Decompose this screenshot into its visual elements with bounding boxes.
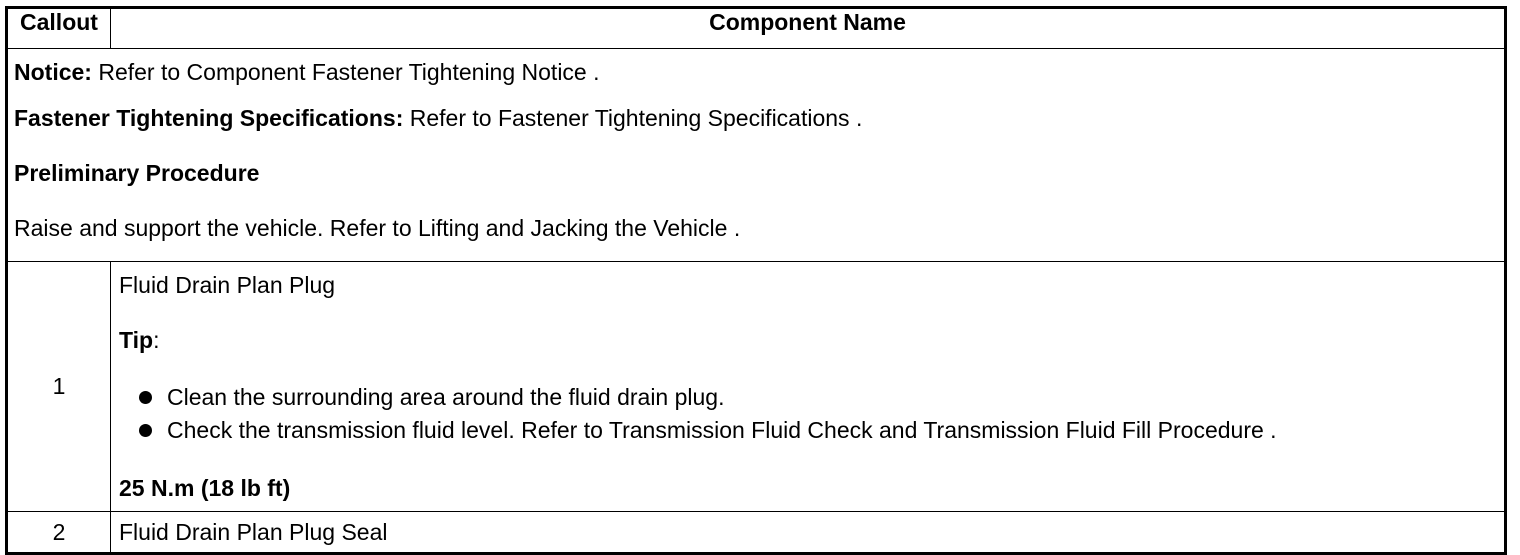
table-header-row bbox=[7, 8, 1506, 49]
notice-label: Notice: bbox=[14, 59, 92, 85]
callout-column-header: Callout bbox=[7, 8, 111, 49]
callout-number: 2 bbox=[7, 512, 111, 554]
bullet-icon bbox=[139, 391, 152, 404]
table-row bbox=[7, 512, 1506, 554]
tip-label: Tip bbox=[119, 327, 154, 353]
torque-spec: 25 N.m (18 lb ft) bbox=[119, 475, 291, 501]
component-cell bbox=[111, 262, 1506, 512]
tip-colon: : bbox=[153, 327, 160, 353]
callout-number: 1 bbox=[7, 262, 111, 512]
general-notes-row bbox=[7, 49, 1506, 262]
tip-bullet-list bbox=[119, 381, 1504, 447]
component-name: Fluid Drain Plan Plug bbox=[119, 272, 336, 298]
component-name: Fluid Drain Plan Plug Seal bbox=[111, 512, 1506, 554]
preliminary-procedure-text: Raise and support the vehicle. Refer to Lifting and Jacking the Vehicle . bbox=[14, 215, 741, 241]
component-name-column-header: Component Name bbox=[111, 8, 1506, 49]
notice-line bbox=[14, 49, 1504, 104]
general-notes-cell bbox=[7, 49, 1506, 262]
fastener-spec-label: Fastener Tightening Specifications: bbox=[14, 105, 404, 131]
fastener-spec-text: Refer to Fastener Tightening Specifications . bbox=[403, 105, 863, 131]
bullet-text: Clean the surrounding area around the fluid drain plug. bbox=[167, 384, 725, 410]
fastener-spec-line bbox=[14, 104, 1504, 159]
component-spec-table bbox=[5, 6, 1507, 555]
preliminary-procedure-heading: Preliminary Procedure bbox=[14, 160, 260, 186]
table-row bbox=[7, 262, 1506, 512]
bullet-icon bbox=[139, 424, 152, 437]
tip-line bbox=[119, 326, 1504, 354]
bullet-text: Check the transmission fluid level. Refer to Transmission Fluid Check and Transmission Fluid Fill Procedure . bbox=[167, 417, 1277, 443]
list-item bbox=[119, 414, 1504, 447]
list-item bbox=[119, 381, 1504, 414]
notice-text: Refer to Component Fastener Tightening Notice . bbox=[91, 59, 600, 85]
